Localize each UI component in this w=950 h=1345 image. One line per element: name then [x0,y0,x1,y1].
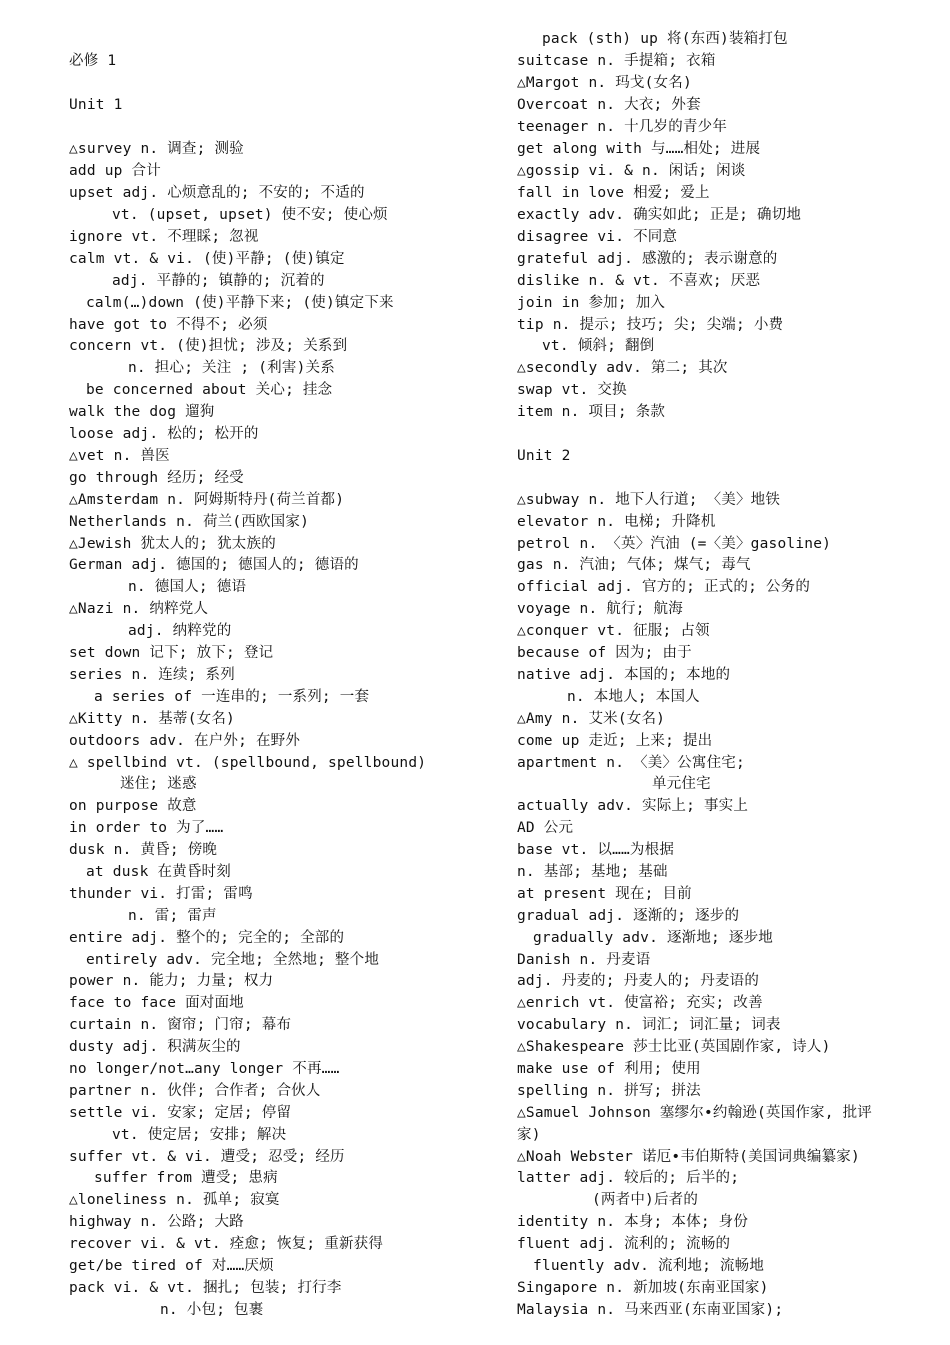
vocab-entry: settle vi. 安家; 定居; 停留 [69,1105,292,1121]
vocab-entry: dusty adj. 积满灰尘的 [69,1039,241,1055]
vocab-entry: set down 记下; 放下; 登记 [69,645,274,661]
vocab-entry: △ spellbind vt. (spellbound, spellbound) [69,755,427,771]
vocab-subentry: fluently adv. 流利地; 流畅地 [533,1258,765,1274]
vocab-subentry: a series of 一连串的; 一系列; 一套 [94,689,370,705]
vocab-subentry: n. 担心; 关注 ; (利害)关系 [128,360,335,376]
vocab-entry: △Margot n. 玛戈(女名) [517,75,692,91]
vocab-subentry: vt. 倾斜; 翻倒 [542,338,655,354]
vocab-entry: because of 因为; 由于 [517,645,692,661]
vocab-entry: disagree vi. 不同意 [517,229,678,245]
vocab-subentry: n. 基部; 基地; 基础 [517,864,668,880]
vocab-subentry: adj. 平静的; 镇静的; 沉着的 [112,273,325,289]
vocab-entry: △Nazi n. 纳粹党人 [69,601,209,617]
vocab-entry: △loneliness n. 孤单; 寂寞 [69,1192,280,1208]
vocab-entry: walk the dog 遛狗 [69,404,215,420]
vocab-subentry: 单元住宅 [652,776,711,792]
vocab-entry: latter adj. 较后的; 后半的; [517,1170,740,1186]
vocab-entry: elevator n. 电梯; 升降机 [517,514,716,530]
vocab-entry: apartment n. 〈美〉公寓住宅; [517,755,745,771]
vocab-entry: get along with 与……相处; 进展 [517,141,761,157]
vocab-entry: △conquer vt. 征服; 占领 [517,623,710,639]
vocab-entry: have got to 不得不; 必须 [69,317,268,333]
vocab-entry: in order to 为了…… [69,820,224,836]
vocab-entry: actually adv. 实际上; 事实上 [517,798,749,814]
vocab-entry: outdoors adv. 在户外; 在野外 [69,733,301,749]
vocab-entry: vocabulary n. 词汇; 词汇量; 词表 [517,1017,781,1033]
vocab-subentry: (两者中)后者的 [592,1192,699,1208]
vocab-subentry: n. 雷; 雷声 [128,908,217,924]
vocab-entry: AD 公元 [517,820,574,836]
vocab-entry: grateful adj. 感激的; 表示谢意的 [517,251,778,267]
vocab-entry: on purpose 故意 [69,798,197,814]
vocab-entry: concern vt. (使)担忧; 涉及; 关系到 [69,338,348,354]
vocab-subentry: be concerned about 关心; 挂念 [86,382,333,398]
vocab-subentry: entirely adv. 完全地; 全然地; 整个地 [86,952,380,968]
vocab-entry: △Samuel Johnson 塞缪尔•约翰逊(英国作家, 批评 [517,1105,872,1121]
vocab-entry: identity n. 本身; 本体; 身份 [517,1214,749,1230]
vocab-entry: highway n. 公路; 大路 [69,1214,244,1230]
vocab-entry: recover vi. & vt. 痊愈; 恢复; 重新获得 [69,1236,384,1252]
vocab-entry: △Amsterdam n. 阿姆斯特丹(荷兰首都) [69,492,345,508]
vocab-entry: partner n. 伙伴; 合作者; 合伙人 [69,1083,321,1099]
vocab-entry: suitcase n. 手提箱; 衣箱 [517,53,716,69]
vocab-entry: German adj. 德国的; 德国人的; 德语的 [69,557,359,573]
vocab-entry: gas n. 汽油; 气体; 煤气; 毒气 [517,557,751,573]
vocab-entry: swap vt. 交换 [517,382,627,398]
vocab-entry: native adj. 本国的; 本地的 [517,667,731,683]
vocab-subentry: calm(…)down (使)平静下来; (使)镇定下来 [86,295,394,311]
vocab-entry: series n. 连续; 系列 [69,667,235,683]
vocab-entry: add up 合计 [69,163,161,179]
vocab-entry: join in 参加; 加入 [517,295,666,311]
vocab-entry: △gossip vi. & n. 闲话; 闲谈 [517,163,746,179]
vocab-entry: thunder vi. 打雷; 雷鸣 [69,886,253,902]
vocab-subentry: at dusk 在黄昏时刻 [86,864,231,880]
vocab-entry: △Amy n. 艾米(女名) [517,711,666,727]
vocab-subentry: n. 小包; 包裹 [160,1302,264,1318]
vocab-entry: curtain n. 窗帘; 门帘; 幕布 [69,1017,292,1033]
vocab-entry: Danish n. 丹麦语 [517,952,651,968]
vocab-entry: base vt. 以……为根据 [517,842,675,858]
vocab-entry: pack vi. & vt. 捆扎; 包装; 打行李 [69,1280,342,1296]
vocab-entry-continuation: 家) [517,1127,541,1143]
vocab-entry: △Noah Webster 诺厄•韦伯斯特(美国词典编纂家) [517,1149,860,1165]
vocab-entry: at present 现在; 目前 [517,886,692,902]
vocab-entry: go through 经历; 经受 [69,470,244,486]
vocab-subentry: adj. 丹麦的; 丹麦人的; 丹麦语的 [517,973,760,989]
vocab-entry: dusk n. 黄昏; 傍晚 [69,842,218,858]
vocab-entry: △subway n. 地下人行道; 〈美〉地铁 [517,492,781,508]
vocab-entry: petrol n. 〈英〉汽油 (=〈美〉gasoline) [517,536,832,552]
vocab-entry: dislike n. & vt. 不喜欢; 厌恶 [517,273,761,289]
vocab-entry: △enrich vt. 使富裕; 充实; 改善 [517,995,763,1011]
vocab-entry: Netherlands n. 荷兰(西欧国家) [69,514,310,530]
vocab-entry: calm vt. & vi. (使)平静; (使)镇定 [69,251,345,267]
vocab-entry: △Kitty n. 基蒂(女名) [69,711,235,727]
vocab-entry: face to face 面对面地 [69,995,244,1011]
unit-heading: Unit 2 [517,448,571,464]
vocab-entry: tip n. 提示; 技巧; 尖; 尖端; 小费 [517,317,784,333]
unit-heading: Unit 1 [69,97,123,113]
vocab-entry: fluent adj. 流利的; 流畅的 [517,1236,731,1252]
vocab-entry: loose adj. 松的; 松开的 [69,426,259,442]
vocab-entry: official adj. 官方的; 正式的; 公务的 [517,579,811,595]
book-title: 必修 1 [69,53,117,69]
vocab-entry: Singapore n. 新加坡(东南亚国家) [517,1280,769,1296]
vocab-subentry: 迷住; 迷惑 [120,776,197,792]
vocab-entry: upset adj. 心烦意乱的; 不安的; 不适的 [69,185,365,201]
vocab-entry: exactly adv. 确实如此; 正是; 确切地 [517,207,802,223]
vocab-entry: spelling n. 拼写; 拼法 [517,1083,701,1099]
vocab-entry: Overcoat n. 大衣; 外套 [517,97,701,113]
vocab-entry: Malaysia n. 马来西亚(东南亚国家); [517,1302,784,1318]
vocab-subentry: pack (sth) up 将(东西)装箱打包 [542,31,788,47]
vocab-entry: power n. 能力; 力量; 权力 [69,973,274,989]
vocab-entry: no longer/not…any longer 不再…… [69,1061,340,1077]
vocab-entry: come up 走近; 上来; 提出 [517,733,713,749]
vocab-entry: ignore vt. 不理睬; 忽视 [69,229,259,245]
vocab-subentry: n. 本地人; 本国人 [567,689,700,705]
vocab-entry: △secondly adv. 第二; 其次 [517,360,728,376]
vocab-entry: fall in love 相爱; 爱上 [517,185,710,201]
vocab-subentry: vt. (upset, upset) 使不安; 使心烦 [112,207,388,223]
vocab-entry: gradual adj. 逐渐的; 逐步的 [517,908,740,924]
vocab-entry: entire adj. 整个的; 完全的; 全部的 [69,930,345,946]
vocab-entry: suffer vt. & vi. 遭受; 忍受; 经历 [69,1149,345,1165]
vocab-subentry: suffer from 遭受; 患病 [94,1170,278,1186]
vocab-entry: △Jewish 犹太人的; 犹太族的 [69,536,276,552]
vocab-subentry: n. 德国人; 德语 [128,579,247,595]
vocab-entry: voyage n. 航行; 航海 [517,601,683,617]
vocab-subentry: adj. 纳粹党的 [128,623,232,639]
vocab-entry: make use of 利用; 使用 [517,1061,701,1077]
vocab-subentry: vt. 使定居; 安排; 解决 [112,1127,287,1143]
vocab-entry: △vet n. 兽医 [69,448,170,464]
vocab-entry: teenager n. 十几岁的青少年 [517,119,728,135]
vocab-entry: △survey n. 调查; 测验 [69,141,244,157]
vocab-subentry: gradually adv. 逐渐地; 逐步地 [533,930,774,946]
vocab-entry: item n. 项目; 条款 [517,404,666,420]
vocab-entry: get/be tired of 对……厌烦 [69,1258,274,1274]
vocab-entry: △Shakespeare 莎士比亚(英国剧作家, 诗人) [517,1039,831,1055]
